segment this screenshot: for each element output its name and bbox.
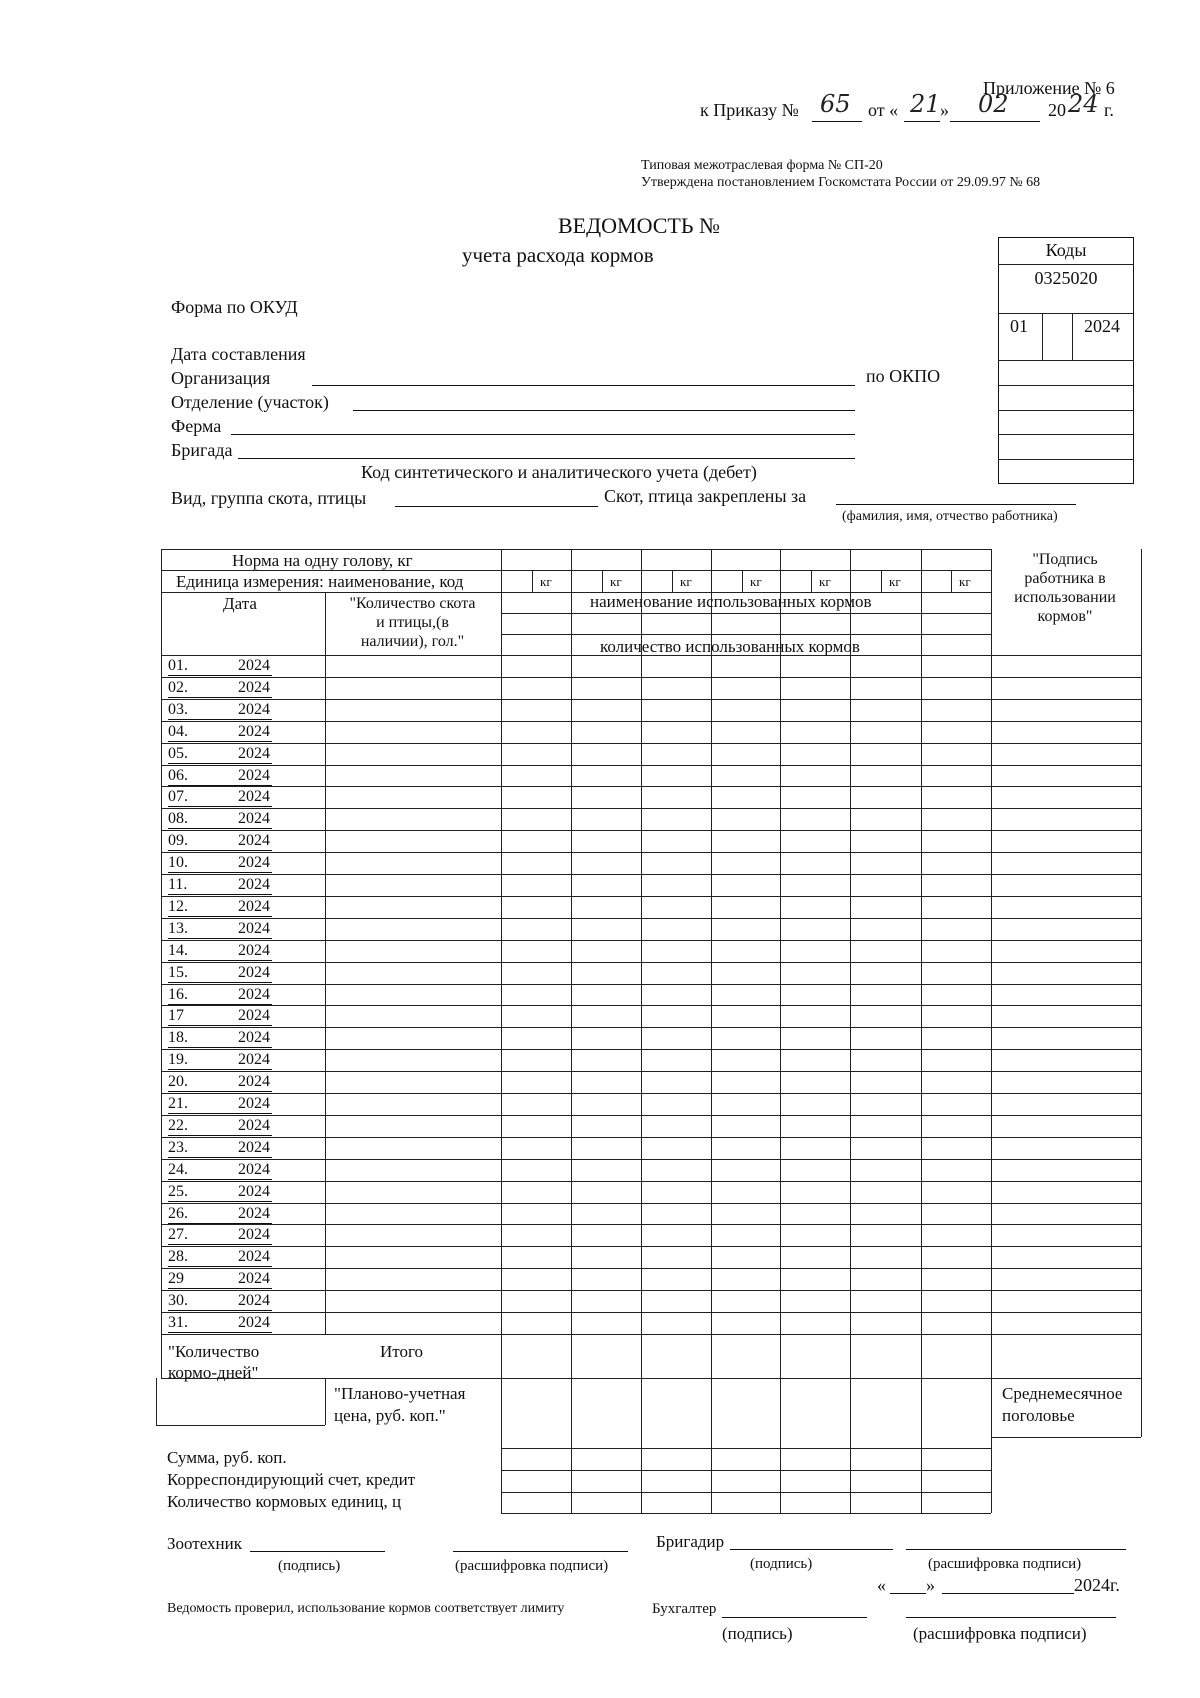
row-day: 18. [168, 1029, 188, 1047]
order-from: от « [868, 100, 899, 120]
row-year: 2024 [238, 766, 270, 784]
row-year: 2024 [238, 985, 270, 1003]
codes-header: Коды [1045, 240, 1087, 260]
row-day: 13. [168, 919, 188, 937]
page-subtitle: учета расхода кормов [462, 243, 654, 267]
row-date-underline [168, 1069, 272, 1070]
avg-line1: Среднемесячное [1002, 1384, 1123, 1403]
row-day: 26. [168, 1204, 188, 1222]
row-year: 2024 [238, 854, 270, 872]
codes-day: 01 [1010, 316, 1028, 336]
row-day: 21. [168, 1095, 188, 1112]
row-date-underline [168, 1135, 272, 1136]
table-vline [711, 613, 712, 634]
table-vline [156, 1378, 157, 1425]
table-hline [161, 1290, 1141, 1291]
brigadier-decode-field[interactable] [906, 1549, 1126, 1550]
unit-code-divider [811, 570, 812, 592]
form-approval: Утверждена постановлением Госкомстата России от 29.09.97 № 68 [641, 175, 1041, 190]
table-hline [161, 721, 1141, 722]
form-type: Типовая межотраслевая форма № СП-20 [641, 158, 883, 173]
table-hline [161, 940, 1141, 941]
table-hline [161, 1181, 1141, 1182]
row-date-underline [168, 1288, 272, 1289]
table-vline [921, 549, 922, 1513]
row-date-underline [168, 763, 272, 764]
units-label: Количество кормовых единиц, ц [167, 1492, 402, 1511]
row-date-underline [168, 1113, 272, 1114]
row-day: 04. [168, 722, 188, 740]
table-hline [161, 830, 1141, 831]
order-day-close: » [940, 100, 949, 120]
row-year: 2024 [238, 832, 270, 850]
row-day: 14. [168, 941, 188, 959]
table-hline [161, 1115, 1141, 1116]
table-hline [161, 1027, 1141, 1028]
row-day: 02. [168, 678, 188, 696]
zootech-decode-field[interactable] [453, 1551, 628, 1552]
unit-code-divider [742, 570, 743, 592]
unit-kg: кг [680, 574, 692, 589]
unit-label: Единица измерения: наименование, код [176, 572, 464, 591]
dept-label: Отделение (участок) [171, 392, 329, 412]
row-year: 2024 [238, 1116, 270, 1134]
row-day: 11. [168, 876, 188, 893]
table-hline [161, 852, 1141, 853]
row-date-underline [168, 741, 272, 742]
row-date-underline [168, 1091, 272, 1092]
row-date-underline [168, 872, 272, 873]
row-year: 2024 [238, 1029, 270, 1047]
table-hline [156, 1425, 325, 1426]
row-date-underline [168, 1201, 272, 1202]
row-year: 2024 [238, 941, 270, 959]
sign-header-line: "Подпись [1032, 551, 1098, 568]
total-label: Итого [380, 1342, 424, 1361]
sum-label: Сумма, руб. коп. [167, 1448, 287, 1467]
okpo-label: по ОКПО [866, 366, 941, 386]
order-month: 02 [978, 90, 1009, 118]
row-day: 27. [168, 1226, 188, 1244]
table-vline [641, 613, 642, 634]
row-day: 22. [168, 1116, 188, 1134]
table-vline [161, 549, 162, 1378]
row-day: 31. [168, 1314, 188, 1331]
table-vline [850, 613, 851, 634]
table-hline [161, 962, 1141, 963]
row-date-underline [168, 1332, 272, 1333]
table-vline [780, 613, 781, 634]
table-hline [501, 613, 991, 614]
table-vline [991, 549, 992, 1513]
sign-header [991, 550, 1139, 626]
order-day: 21 [910, 90, 941, 118]
qty-header-line: "Количество скота [349, 595, 476, 612]
year-g: г. [1104, 100, 1114, 120]
zootech-sign-caption: (подпись) [278, 1558, 341, 1574]
row-date-underline [168, 1310, 272, 1311]
table-vline [325, 1378, 326, 1425]
appendix-label: Приложение № 6 [983, 78, 1115, 98]
table-hline [161, 984, 1141, 985]
table-vline [571, 549, 572, 1513]
brigadier-label: Бригадир [656, 1532, 725, 1551]
assigned-label: Скот, птица закреплены за [604, 486, 807, 506]
unit-kg: кг [889, 574, 901, 589]
norm-label: Норма на одну голову, кг [232, 551, 413, 570]
table-hline [991, 1437, 1141, 1438]
brigadier-decode-caption: (расшифровка подписи) [928, 1556, 1082, 1572]
row-day: 28. [168, 1248, 188, 1266]
date-open: « [877, 1575, 886, 1595]
feed-names-header: наименование использованных кормов [590, 592, 872, 611]
table-vline [991, 1437, 992, 1513]
feed-days-line2: кормо-дней" [168, 1363, 259, 1382]
unit-code-divider [532, 570, 533, 592]
row-day: 06. [168, 766, 188, 784]
table-hline [501, 1470, 991, 1471]
unit-kg: кг [750, 574, 762, 589]
table-hline [161, 1224, 1141, 1225]
accountant-sign-caption: (подпись) [722, 1624, 793, 1643]
row-day: 29 [168, 1270, 184, 1288]
org-label: Организация [171, 368, 271, 388]
codes-year: 2024 [1084, 316, 1120, 336]
row-day: 01. [168, 657, 188, 674]
row-year: 2024 [238, 788, 270, 806]
table-vline [325, 592, 326, 1334]
accountant-decode-caption: (расшифровка подписи) [913, 1624, 1087, 1643]
farm-label: Ферма [171, 416, 222, 436]
table-hline [161, 699, 1141, 700]
row-year: 2024 [238, 1248, 270, 1266]
unit-kg: кг [540, 574, 552, 589]
table-hline [161, 786, 1141, 787]
table-hline [161, 808, 1141, 809]
row-date-underline [168, 1157, 272, 1158]
row-day: 20. [168, 1073, 188, 1091]
accountant-decode-field[interactable] [906, 1617, 1116, 1618]
livestock-field[interactable] [395, 506, 598, 507]
row-day: 23. [168, 1138, 188, 1156]
row-year: 2024 [238, 1314, 270, 1331]
table-vline [850, 549, 851, 1513]
table-hline [161, 1159, 1141, 1160]
unit-code-divider [881, 570, 882, 592]
year-suffix: 24 [1068, 90, 1099, 118]
row-date-underline [168, 1179, 272, 1180]
table-hline [161, 918, 1141, 919]
table-hline [161, 1203, 1141, 1204]
brigade-field[interactable] [238, 458, 855, 459]
org-field[interactable] [312, 385, 855, 386]
table-hline [161, 549, 991, 550]
row-year: 2024 [238, 1138, 270, 1156]
order-number: 65 [820, 90, 851, 118]
date-label: Дата составления [171, 344, 306, 364]
row-date-underline [168, 675, 272, 676]
row-day: 19. [168, 1051, 188, 1069]
qty-header-line: и птицы,(в [376, 614, 449, 631]
row-year: 2024 [238, 1160, 270, 1178]
date-month-field[interactable] [942, 1593, 1074, 1594]
order-prefix: к Приказу № [700, 100, 799, 120]
row-year: 2024 [238, 1226, 270, 1244]
row-date-underline [168, 697, 272, 698]
table-hline [501, 1513, 991, 1514]
synth-code-label: Код синтетического и аналитического учета (дебет) [361, 462, 757, 482]
table-hline [161, 896, 1141, 897]
row-date-underline [168, 719, 272, 720]
row-year: 2024 [238, 1051, 270, 1069]
row-day: 25. [168, 1182, 188, 1200]
row-date-underline [168, 916, 272, 917]
unit-kg: кг [610, 574, 622, 589]
row-year: 2024 [238, 700, 270, 718]
okud-code: 0325020 [1034, 268, 1098, 288]
year-prefix: 20 [1048, 100, 1066, 120]
feed-days-line1: "Количество [168, 1342, 260, 1361]
unit-code-divider [672, 570, 673, 592]
row-year: 2024 [238, 963, 270, 981]
sign-header-line: использовании [1014, 589, 1116, 606]
row-day: 09. [168, 832, 188, 850]
row-day: 07. [168, 788, 188, 806]
table-hline [501, 634, 991, 635]
date-close: » [926, 1575, 935, 1595]
row-date-underline [168, 1244, 272, 1245]
page-title: ВЕДОМОСТЬ № [558, 213, 720, 238]
sign-header-line: кормов" [1037, 608, 1093, 625]
zootech-label: Зоотехник [167, 1534, 242, 1553]
row-year: 2024 [238, 810, 270, 828]
unit-kg: кг [819, 574, 831, 589]
row-day: 10. [168, 854, 188, 872]
row-day: 24. [168, 1160, 188, 1178]
row-date-underline [168, 938, 272, 939]
row-year: 2024 [238, 678, 270, 696]
row-year: 2024 [238, 1204, 270, 1222]
brigadier-sign-caption: (подпись) [750, 1556, 813, 1572]
table-hline [161, 1268, 1141, 1269]
table-vline [921, 613, 922, 634]
row-year: 2024 [238, 876, 270, 893]
table-hline [161, 1137, 1141, 1138]
brigade-label: Бригада [171, 440, 233, 460]
livestock-label: Вид, группа скота, птицы [171, 488, 367, 508]
checked-statement: Ведомость проверил, использование кормов соответствует лимиту [167, 1601, 565, 1616]
unit-kg: кг [959, 574, 971, 589]
row-year: 2024 [238, 1292, 270, 1310]
table-hline [161, 1246, 1141, 1247]
brigadier-sign-field[interactable] [730, 1549, 893, 1550]
table-hline [161, 1378, 1141, 1379]
table-hline [501, 1492, 991, 1493]
unit-code-divider [951, 570, 952, 592]
farm-field[interactable] [231, 434, 855, 435]
row-date-underline [168, 785, 272, 786]
row-year: 2024 [238, 1095, 270, 1112]
row-date-underline [168, 850, 272, 851]
table-hline [161, 874, 1141, 875]
table-vline [780, 549, 781, 1513]
row-date-underline [168, 828, 272, 829]
row-year: 2024 [238, 1073, 270, 1091]
table-hline [161, 743, 1141, 744]
table-vline [711, 549, 712, 1513]
plan-price-line2: цена, руб. коп." [334, 1406, 446, 1425]
table-vline [1141, 549, 1142, 1437]
row-date-underline [168, 960, 272, 961]
row-year: 2024 [238, 744, 270, 762]
row-year: 2024 [238, 1270, 270, 1288]
row-date-underline [168, 1047, 272, 1048]
dept-field[interactable] [353, 410, 855, 411]
row-year: 2024 [238, 897, 270, 915]
date-day-field[interactable] [890, 1593, 926, 1594]
row-year: 2024 [238, 919, 270, 937]
accountant-label: Бухгалтер [652, 1601, 717, 1617]
row-day: 17 [168, 1007, 184, 1025]
row-year: 2024 [238, 1007, 270, 1025]
date-header: Дата [223, 594, 257, 613]
table-hline [161, 1005, 1141, 1006]
sign-header-line: работника в [1024, 570, 1106, 587]
avg-line2: поголовье [1002, 1406, 1075, 1425]
row-day: 30. [168, 1292, 188, 1310]
table-vline [501, 549, 502, 1513]
row-day: 12. [168, 897, 188, 915]
table-hline [161, 1312, 1141, 1313]
zootech-decode-caption: (расшифровка подписи) [455, 1558, 609, 1574]
row-day: 03. [168, 700, 188, 718]
row-date-underline [168, 982, 272, 983]
qty-header-line: наличии), гол." [360, 633, 465, 650]
table-hline [161, 677, 1141, 678]
row-year: 2024 [238, 657, 270, 674]
row-date-underline [168, 1004, 272, 1005]
table-vline [571, 613, 572, 634]
table-vline [641, 549, 642, 1513]
table-hline [161, 765, 1141, 766]
row-date-underline [168, 1266, 272, 1267]
table-hline [161, 1093, 1141, 1094]
qty-header [325, 594, 500, 651]
row-date-underline [168, 1223, 272, 1224]
assigned-field[interactable] [836, 504, 1076, 505]
okud-label: Форма по ОКУД [171, 297, 298, 317]
zootech-sign-field[interactable] [250, 1551, 385, 1552]
feed-qty-header: количество использованных кормов [600, 637, 860, 656]
row-date-underline [168, 894, 272, 895]
row-day: 05. [168, 744, 188, 762]
date-year: 2024г. [1074, 1575, 1120, 1595]
row-day: 16. [168, 985, 188, 1003]
unit-code-divider [602, 570, 603, 592]
plan-price-line1: "Планово-учетная [334, 1384, 466, 1403]
corr-label: Корреспондирующий счет, кредит [167, 1470, 416, 1489]
table-hline [161, 1334, 1141, 1335]
table-hline [501, 1448, 991, 1449]
row-year: 2024 [238, 722, 270, 740]
row-year: 2024 [238, 1182, 270, 1200]
accountant-sign-field[interactable] [722, 1617, 867, 1618]
row-day: 08. [168, 810, 188, 828]
table-hline [161, 1071, 1141, 1072]
table-hline [161, 1049, 1141, 1050]
assigned-caption: (фамилия, имя, отчество работника) [842, 509, 1058, 524]
row-date-underline [168, 1025, 272, 1026]
row-day: 15. [168, 963, 188, 981]
row-date-underline [168, 806, 272, 807]
